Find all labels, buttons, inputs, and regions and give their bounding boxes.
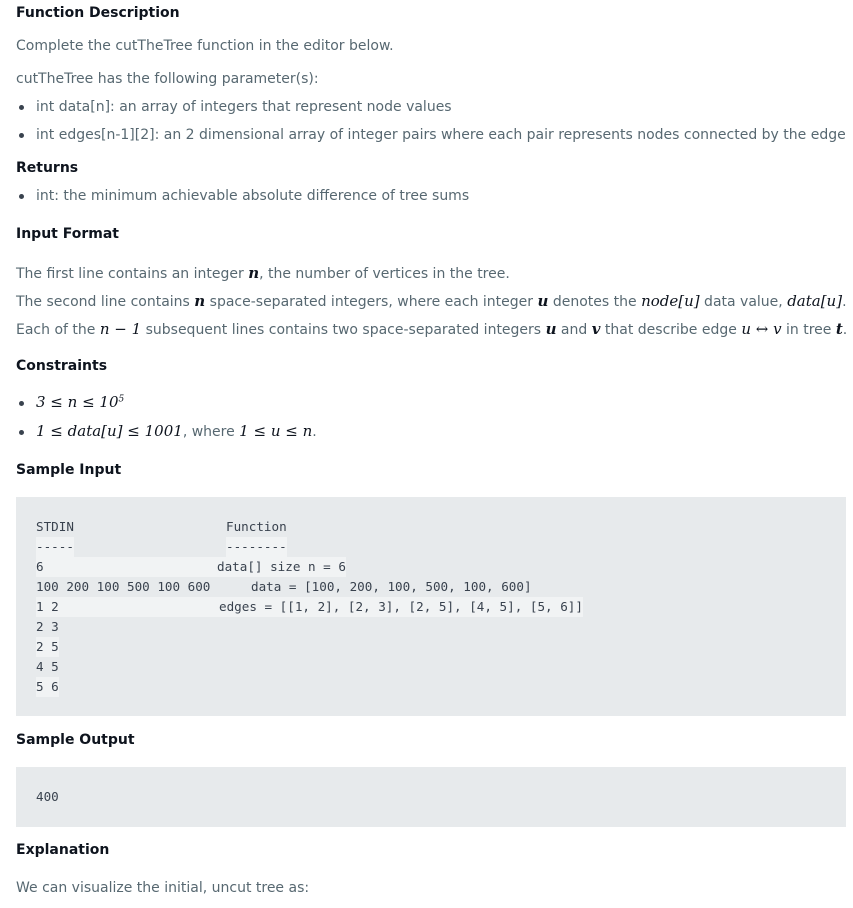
input-format-line-3: Each of the n − 1 subsequent lines contains two space-separated integers u and v that describe edge u ↔ v in tree t.	[16, 320, 848, 338]
params-intro-text: cutTheTree has the following parameter(s):	[16, 71, 319, 87]
stdin-rule: -----	[36, 537, 74, 557]
sample-output-value: 400	[36, 789, 59, 804]
stdin-line: 1 2	[36, 597, 226, 617]
bullet-icon	[19, 105, 24, 110]
constraint-item: 1 ≤ data[u] ≤ 1001, where 1 ≤ u ≤ n.	[36, 422, 317, 440]
stdin-line: 6	[36, 557, 236, 577]
sample-output-code-block	[16, 767, 846, 827]
constraint-item: $3 \le n \le 10^5$	[36, 393, 125, 411]
returns-item: int: the minimum achievable absolute difference of tree sums	[36, 188, 470, 204]
function-description-heading: Function Description	[16, 5, 180, 21]
explanation-heading: Explanation	[16, 842, 110, 858]
sample-input-heading: Sample Input	[16, 462, 122, 478]
returns-heading: Returns	[16, 160, 79, 176]
input-format-line-1: The first line contains an integer n, the number of vertices in the tree.	[16, 264, 510, 282]
input-format-line-2: The second line contains n space-separated integers, where each integer u denotes the node[u] data value, data[u].	[16, 292, 847, 310]
input-format-heading: Input Format	[16, 226, 119, 242]
stdin-line: 2 5	[36, 637, 59, 657]
stdin-line: 100 200 100 500 100 600	[36, 579, 211, 594]
bullet-icon	[19, 194, 24, 199]
bullet-icon	[19, 133, 24, 138]
function-line: data = [100, 200, 100, 500, 100, 600]	[251, 579, 532, 594]
sample-input-code-block	[16, 497, 846, 716]
bullet-icon	[19, 430, 24, 435]
param-item: int edges[n-1][2]: an 2 dimensional array of integer pairs where each pair represents nodes connected by the edge	[36, 127, 846, 143]
stdin-line: 4 5	[36, 659, 59, 674]
explanation-text: We can visualize the initial, uncut tree as:	[16, 880, 310, 896]
stdin-line: 2 3	[36, 619, 59, 634]
sample-output-heading: Sample Output	[16, 732, 135, 748]
function-line: edges = [[1, 2], [2, 3], [2, 5], [4, 5], [5, 6]]	[219, 597, 583, 617]
stdin-header: STDIN	[36, 519, 74, 534]
bullet-icon	[19, 401, 24, 406]
stdin-line: 5 6	[36, 677, 59, 697]
param-item: int data[n]: an array of integers that represent node values	[36, 99, 452, 115]
function-intro-text: Complete the cutTheTree function in the editor below.	[16, 38, 394, 54]
function-header: Function	[226, 519, 287, 534]
function-rule: --------	[226, 537, 287, 557]
constraints-heading: Constraints	[16, 358, 108, 374]
function-line: data[] size n = 6	[217, 557, 346, 577]
